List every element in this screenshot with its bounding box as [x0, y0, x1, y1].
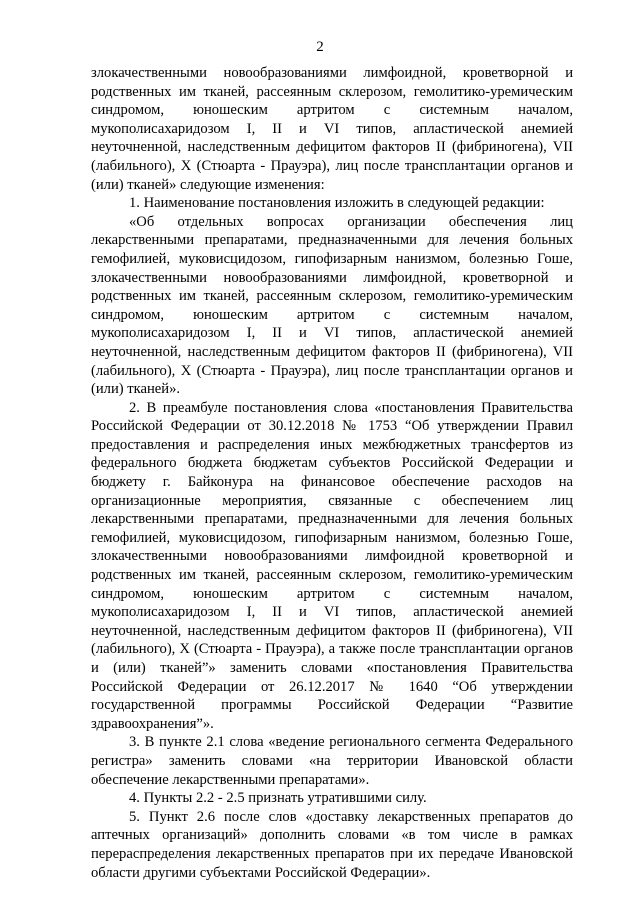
paragraph-item-5: 5. Пункт 2.6 после слов «доставку лекарственных препаратов до аптечных организаций» дополнить словами «в том числе в рамках перераспределения лекарственных препаратов при их передаче Ивановской области другими субъектами Российской Федерации». [91, 808, 573, 881]
paragraph-item-2: 2. В преамбуле постановления слова «постановления Правительства Российской Федерации от 30.12.2018 № 1753 “Об утверждении Правил предоставления и распределения иных межбюджетных трансфертов из федерального бюджета бюджетам субъектов Российской Федерации и бюджету г. Байконура на финансовое обеспечение расходов на организационные мероприятия, связанные с обеспечением лиц лекарственными препаратами, предназначенными для лечения больных гемофилией, муковисцидозом, гипофизарным нанизмом, болезнью Гоше, злокачественными новообразованиями лимфоидной кроветворной и родственных им тканей, рассеянным склерозом, гемолитико-уремическим синдромом, юношеским артритом с системным началом, мукополисахаридозом I, II и VI типов, апластической анемией неуточненной, наследственным дефицитом факторов II (фибриногена), VII (лабильного), X (Стюарта - Прауэра), а также после трансплантации органов и (или) тканей”» заменить словами «постановления Правительства Российской Федерации от 26.12.2017 № 1640 “Об утверждении государственной программы Российской Федерации “Развитие здравоохранения”». [91, 399, 573, 732]
page-number: 2 [316, 39, 324, 55]
paragraph-item-4: 4. Пункты 2.2 - 2.5 признать утратившими силу. [129, 790, 427, 807]
paragraph-item-1: 1. Наименование постановления изложить в следующей редакции: [129, 195, 545, 212]
document-body [91, 64, 573, 882]
paragraph-item-3: 3. В пункте 2.1 слова «ведение регионального сегмента Федерального регистра» заменить словами «на территории Ивановской области обеспечение лекарственными препаратами». [91, 734, 573, 788]
paragraph-continuation: злокачественными новообразованиями лимфоидной, кроветворной и родственных им тканей, рассеянным склерозом, гемолитико-уремическим синдромом, юношеским артритом с системным началом, мукополисахаридозом I, II и VI типов, апластической анемией неуточненной, наследственным дефицитом факторов II (фибриногена), VII (лабильного), X (Стюарта - Прауэра), лиц после трансплантации органов и (или) тканей» следующие изменения: [91, 65, 573, 193]
paragraph-new-title: «Об отдельных вопросах организации обеспечения лиц лекарственными препаратами, предназначенными для лечения больных гемофилией, муковисцидозом, гипофизарным нанизмом, болезнью Гоше, злокачественными новообразованиями лимфоидной, кроветворной и родственных им тканей, рассеянным склерозом, гемолитико-уремическим синдромом, юношеским артритом с системным началом, мукополисахаридозом I, II и VI типов, апластической анемией неуточненной, наследственным дефицитом факторов II (фибриногена), VII (лабильного), X (Стюарта - Прауэра), лиц после трансплантации органов и (или) тканей». [91, 213, 573, 398]
